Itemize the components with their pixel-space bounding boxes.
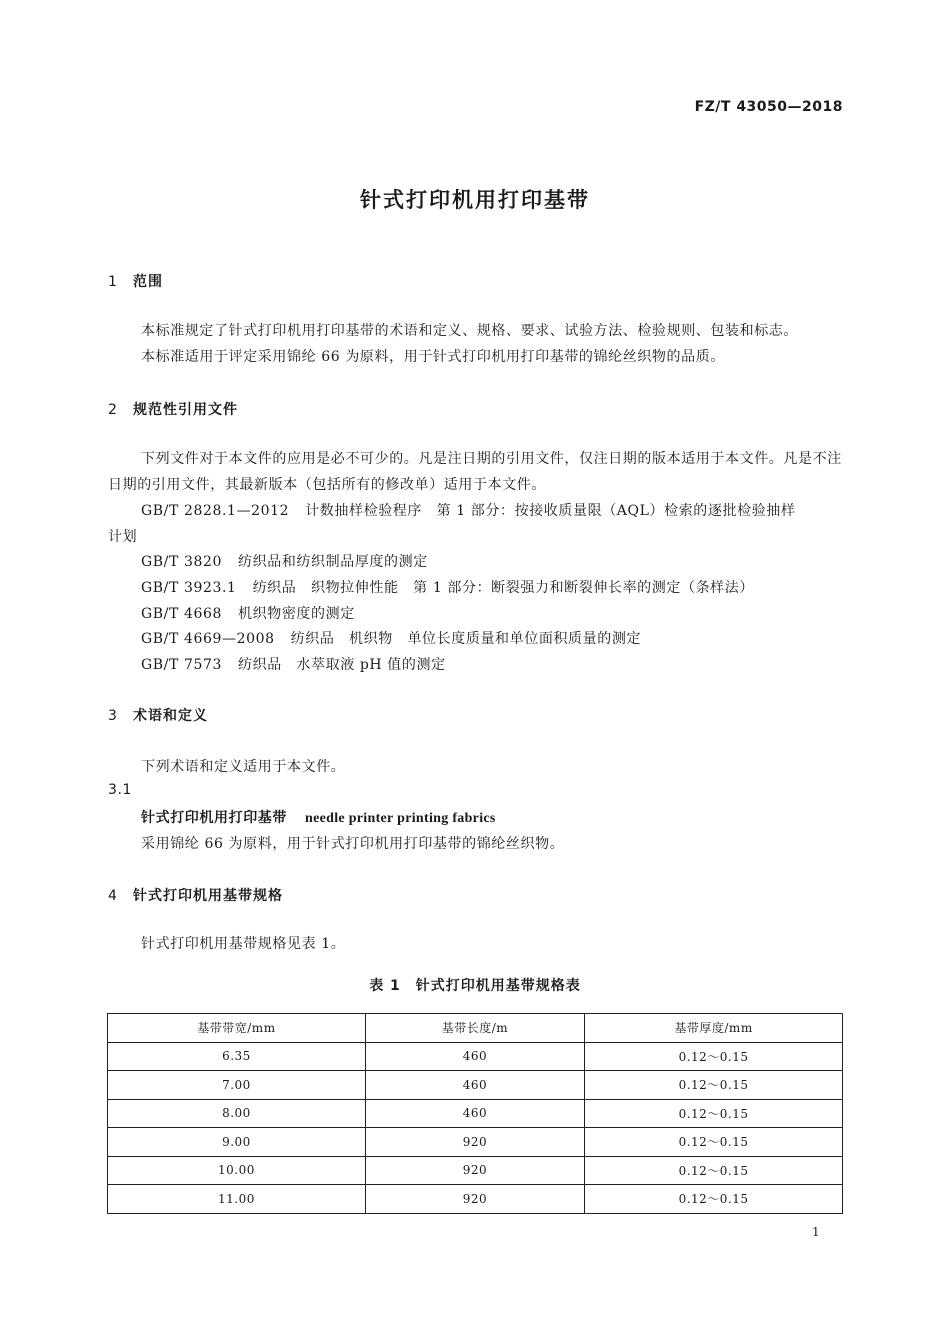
reference-item <box>141 628 641 648</box>
table-row <box>108 1156 843 1185</box>
table-cell: 0.12～0.15 <box>585 1156 843 1185</box>
section-2-heading <box>108 399 238 419</box>
table-cell: 460 <box>365 1071 584 1100</box>
spec-table <box>107 1013 843 1214</box>
reference-code: GB/T 4668 <box>141 606 223 622</box>
table-cell: 920 <box>365 1156 584 1185</box>
term-definition: 采用锦纶 66 为原料，用于针式打印机用打印基带的锦纶丝织物。 <box>141 836 565 852</box>
reference-item <box>141 577 754 597</box>
table-row <box>108 1128 843 1157</box>
table-cell: 6.35 <box>108 1042 366 1071</box>
table-cell: 920 <box>365 1185 584 1214</box>
section-1-heading <box>108 271 163 291</box>
term-english: needle printer printing fabrics <box>305 811 496 826</box>
table-cell: 11.00 <box>108 1185 366 1214</box>
standard-code: FZ/T 43050—2018 <box>694 99 843 115</box>
term-number: 3.1 <box>108 782 133 798</box>
table-cell: 460 <box>365 1042 584 1071</box>
table-cell: 7.00 <box>108 1071 366 1100</box>
reference-item <box>141 500 796 520</box>
reference-title: 纺织品 水萃取液 pH 值的测定 <box>238 657 446 673</box>
section-1-paragraph-1: 本标准规定了针式打印机用打印基带的术语和定义、规格、要求、试验方法、检验规则、包装和标志。 <box>141 323 798 339</box>
section-title: 术语和定义 <box>133 708 208 724</box>
section-4-intro: 针式打印机用基带规格见表 1。 <box>141 936 346 952</box>
reference-title: 机织物密度的测定 <box>238 606 355 622</box>
section-number: 4 <box>108 888 118 904</box>
table-caption: 表 1 针式打印机用基带规格表 <box>369 978 581 994</box>
section-title: 规范性引用文件 <box>133 402 238 418</box>
reference-code: GB/T 3923.1 <box>141 580 237 596</box>
table-cell: 0.12～0.15 <box>585 1042 843 1071</box>
section-4-heading <box>108 885 283 905</box>
reference-item <box>141 603 355 623</box>
reference-code: GB/T 3820 <box>141 554 223 570</box>
term-heading <box>141 807 496 827</box>
reference-title: 纺织品 机织物 单位长度质量和单位面积质量的测定 <box>290 631 642 647</box>
reference-title: 纺织品 织物拉伸性能 第 1 部分：断裂强力和断裂伸长率的测定（条样法） <box>252 580 754 596</box>
table-cell: 460 <box>365 1099 584 1128</box>
section-number: 2 <box>108 402 118 418</box>
reference-code: GB/T 7573 <box>141 657 223 673</box>
reference-code: GB/T 4669—2008 <box>141 631 275 647</box>
reference-wrap-line: 计划 <box>108 529 138 545</box>
section-title: 范围 <box>133 274 163 290</box>
column-header: 基带带宽/mm <box>108 1014 366 1043</box>
section-3-heading <box>108 705 208 725</box>
table-cell: 8.00 <box>108 1099 366 1128</box>
section-number: 1 <box>108 274 118 290</box>
table-cell: 0.12～0.15 <box>585 1128 843 1157</box>
section-title: 针式打印机用基带规格 <box>133 888 283 904</box>
column-header: 基带厚度/mm <box>585 1014 843 1043</box>
table-row <box>108 1185 843 1214</box>
table-row <box>108 1099 843 1128</box>
table-cell: 920 <box>365 1128 584 1157</box>
reference-title: 计数抽样检验程序 第 1 部分：按接收质量限（AQL）检索的逐批检验抽样 <box>305 503 796 519</box>
table-header-row <box>108 1014 843 1043</box>
section-1-paragraph-2: 本标准适用于评定采用锦纶 66 为原料，用于针式打印机用打印基带的锦纶丝织物的品质。 <box>141 349 725 365</box>
table-row <box>108 1071 843 1100</box>
reference-item <box>141 654 446 674</box>
document-title: 针式打印机用打印基带 <box>360 188 590 212</box>
page-number: 1 <box>812 1225 820 1239</box>
term-chinese: 针式打印机用打印基带 <box>141 810 287 826</box>
table-cell: 0.12～0.15 <box>585 1071 843 1100</box>
table-row <box>108 1042 843 1071</box>
reference-title: 纺织品和纺织制品厚度的测定 <box>238 554 428 570</box>
section-3-intro: 下列术语和定义适用于本文件。 <box>141 759 346 775</box>
reference-item <box>141 551 428 571</box>
table-cell: 10.00 <box>108 1156 366 1185</box>
table-cell: 0.12～0.15 <box>585 1185 843 1214</box>
reference-code: GB/T 2828.1—2012 <box>141 503 290 519</box>
section-2-intro: 下列文件对于本文件的应用是必不可少的。凡是注日期的引用文件，仅注日期的版本适用于本文件。凡是不注日期的引用文件，其最新版本（包括所有的修改单）适用于本文件。 <box>108 451 842 493</box>
column-header: 基带长度/m <box>365 1014 584 1043</box>
table-cell: 9.00 <box>108 1128 366 1157</box>
section-number: 3 <box>108 708 118 724</box>
table-cell: 0.12～0.15 <box>585 1099 843 1128</box>
